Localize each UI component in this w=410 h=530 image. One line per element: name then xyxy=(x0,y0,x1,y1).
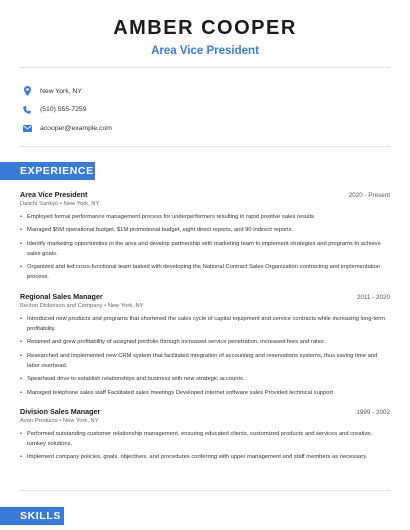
job-entry xyxy=(20,190,390,287)
job-bullets xyxy=(20,213,390,283)
job-bullets xyxy=(20,315,390,398)
job-company: Daiichi Sankyo • New York, NY xyxy=(20,201,100,207)
bullet-item: • Managed $5M operational budget, $1M promotional budget, eight direct reports, and 90 indirect reports. xyxy=(20,226,390,236)
candidate-name: AMBER COOPER xyxy=(113,17,297,39)
contact-email xyxy=(20,119,112,138)
contact-list xyxy=(20,82,112,138)
contact-location xyxy=(20,82,112,101)
job-entry xyxy=(20,292,390,402)
bullet-item: • Spearhead drive to establish relationships and business with new strategic accounts. xyxy=(20,375,390,385)
bullet-item: • Identify marketing opportunities in the area and develop partnership with marketing team to implement strategies and programs to achieve sales goals. xyxy=(20,240,390,260)
contact-location-text: New York, NY xyxy=(40,87,82,95)
bullet-item: • Performed outstanding customer relationship management, ensuring educated clients, customized products and services and creative, turnkey solutions. xyxy=(20,430,390,450)
phone-icon xyxy=(21,104,33,116)
section-header-experience: EXPERIENCE xyxy=(0,162,95,180)
contact-email-text: acooper@example.com xyxy=(40,124,112,132)
job-dates: 2011 - 2020 xyxy=(356,294,390,301)
bullet-item: • Retained and grew profitability of assigned portfolio through increased service penetration, increased fees and rates. xyxy=(20,338,390,348)
job-entry xyxy=(20,407,390,467)
divider xyxy=(20,146,390,147)
resume-header xyxy=(0,0,410,57)
job-bullets xyxy=(20,430,390,463)
location-pin-icon xyxy=(21,85,33,97)
divider xyxy=(20,490,390,491)
bullet-item: • Researched and implemented new CRM system that facilitated integration of accounting and reservations systems, thus saving time and labor overhead. xyxy=(20,352,390,372)
bullet-item: • Implement company policies, goals, objectives, and procedures conferring with upper management and staff members as necessary. xyxy=(20,453,390,463)
job-dates: 2020 - Present xyxy=(348,192,390,199)
divider xyxy=(20,67,390,68)
contact-phone-text: (510) 555-7259 xyxy=(40,106,87,114)
job-company: Avon Products • New York, NY xyxy=(20,418,99,424)
job-title: Area Vice President xyxy=(20,190,88,199)
contact-phone xyxy=(20,101,112,120)
bullet-item: • Managed telephone sales staff Facilitated sales meetings Developed internet software sales Provided technical support xyxy=(20,389,390,399)
job-title: Regional Sales Manager xyxy=(20,292,103,301)
job-company: Becton Dickinson and Company • New York, NY xyxy=(20,303,144,309)
section-header-skills: SKILLS xyxy=(0,507,64,525)
bullet-item: • Introduced new products and programs that shortened the sales cycle of capital equipment and service contracts while increasing long-term profitability. xyxy=(20,315,390,335)
candidate-title: Area Vice President xyxy=(151,45,259,57)
job-title: Division Sales Manager xyxy=(20,407,101,416)
bullet-item: • Employed formal performance management process for underperformers resulting in rapid positive sales results. xyxy=(20,213,390,223)
bullet-item: • Organized and led cross-functional team tasked with developing the National Contract Sales Organization contracting and implementation process. xyxy=(20,263,390,283)
job-dates: 1999 - 2002 xyxy=(356,409,390,416)
email-icon xyxy=(21,122,33,134)
